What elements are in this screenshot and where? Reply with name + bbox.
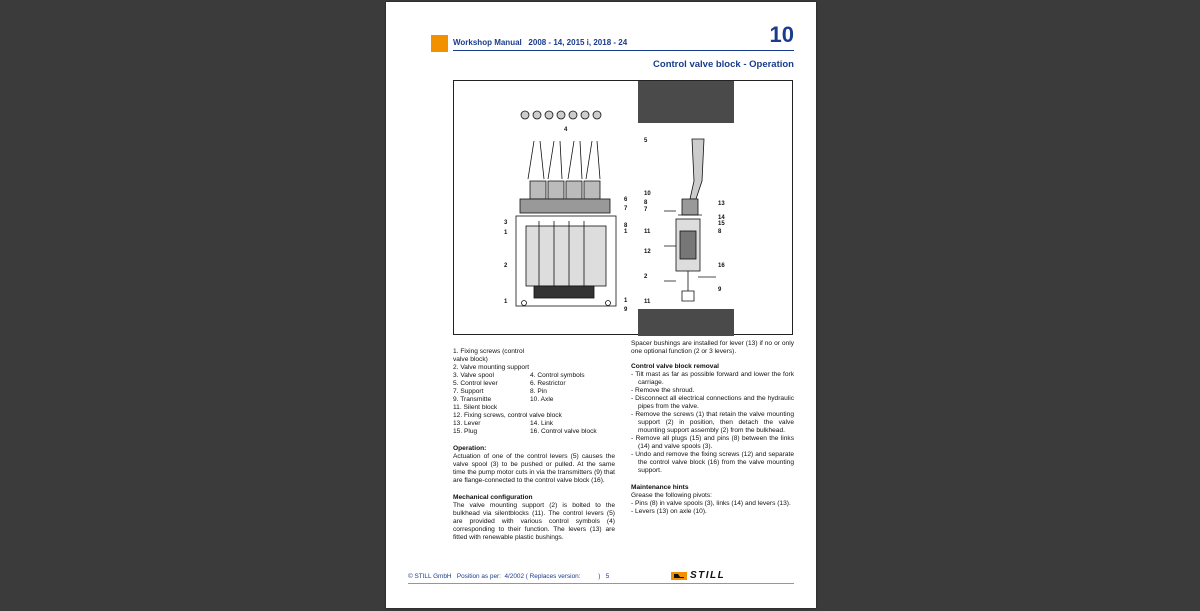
orange-square-marker — [431, 35, 448, 52]
removal-step: - Tilt mast as far as possible forward and lower the fork carriage. — [631, 371, 794, 386]
callout-label: 4 — [564, 127, 568, 133]
callout-label: 9 — [718, 287, 722, 293]
front-view — [516, 111, 616, 306]
callout-label: 9 — [624, 307, 628, 313]
legend-row: 3. Valve spool 4. Control symbols — [453, 372, 585, 379]
legend-row: 1. Fixing screws (control valve block) — [453, 348, 525, 363]
callout-label: 8 — [624, 223, 628, 229]
legend-row: 13. Lever 14. Link — [453, 420, 554, 427]
parts-legend — [453, 348, 615, 436]
right-column — [631, 340, 794, 516]
still-logo — [671, 570, 725, 581]
callout-label: 6 — [624, 197, 628, 203]
removal-step: - Disconnect all electrical connections and the hydraulic pipes from the valve. — [631, 395, 794, 410]
removal-heading: Control valve block removal — [631, 363, 719, 370]
mechanical-heading: Mechanical configuration — [453, 494, 533, 501]
callout-label: 1 — [624, 298, 628, 304]
callout-label: 1 — [504, 230, 508, 236]
callout-label: 14 — [718, 215, 725, 221]
footer-copyright: © STILL GmbH Position as per: 4/2002 ( Replaces version: ) 5 — [408, 573, 610, 580]
callout-label: 3 — [504, 220, 508, 226]
operation-heading: Operation: — [453, 445, 487, 452]
callout-label: 2 — [644, 274, 648, 280]
callout-label: 11 — [644, 299, 651, 305]
logo-text: STILL — [690, 570, 726, 581]
callout-label: 12 — [644, 249, 651, 255]
callout-label: 8 — [644, 200, 648, 206]
manual-page — [386, 2, 816, 608]
callout-label: 5 — [644, 138, 648, 144]
redaction-bar-bottom — [638, 309, 734, 336]
callout-label: 16 — [718, 263, 725, 269]
valve-block-drawing — [454, 81, 794, 336]
removal-step: - Remove the shroud. — [631, 387, 695, 394]
callout-label: 7 — [624, 206, 628, 212]
callout-label: 1 — [624, 229, 628, 235]
chapter-number: 10 — [769, 22, 794, 47]
legend-row: 5. Control lever 6. Restrictor — [453, 380, 566, 387]
legend-row: 15. Plug 16. Control valve block — [453, 428, 597, 435]
legend-row: 9. Transmitte 10. Axle — [453, 396, 554, 403]
forklift-icon — [671, 572, 687, 580]
callout-label: 1 — [504, 299, 508, 305]
footer-rule — [408, 583, 794, 584]
operation-text: Actuation of one of the control levers (5) causes the valve spool (3) to be pushed or pulled. At the same time the pump motor cuts in via the transmitters (9) that are flange-connected to the control valve block (16). — [453, 453, 615, 484]
legend-row: 2. Valve mounting support — [453, 364, 530, 371]
manual-title: Workshop Manual 2008 - 14, 2015 i, 2018 - 24 — [453, 38, 628, 47]
technical-drawing — [453, 80, 793, 335]
callout-label: 15 — [718, 221, 725, 227]
maintenance-step: - Pins (8) in valve spools (3), links (14) and levers (13). — [631, 500, 791, 507]
callout-label: 8 — [718, 229, 722, 235]
left-column — [453, 348, 615, 542]
legend-row: 11. Silent block — [453, 404, 498, 411]
maintenance-intro: Grease the following pivots: — [631, 492, 712, 499]
removal-step: - Remove the screws (1) that retain the valve mounting support (2) in position, then detach the valve mounting support assembly (2) from the bulkhead. — [631, 411, 794, 434]
callout-label: 10 — [644, 191, 651, 197]
callout-label: 13 — [718, 201, 725, 207]
callout-label: 2 — [504, 263, 508, 269]
section-title: Control valve block - Operation — [653, 59, 794, 70]
redaction-bar-top — [638, 81, 734, 123]
callout-label: 7 — [644, 207, 648, 213]
callout-label: 11 — [644, 229, 651, 235]
legend-row: 12. Fixing screws, control valve block — [453, 412, 562, 419]
control-symbols — [521, 111, 601, 119]
maintenance-heading: Maintenance hints — [631, 484, 689, 491]
maintenance-step: - Levers (13) on axle (10). — [631, 508, 707, 515]
removal-step: - Remove all plugs (15) and pins (8) between the links (14) and valve spools (3). — [631, 435, 794, 450]
header-rule — [453, 50, 794, 51]
spacer-note: Spacer bushings are installed for lever (13) if no or only one optional function (2 or 3 levers). — [631, 340, 794, 355]
mechanical-text: The valve mounting support (2) is bolted to the bulkhead via silentblocks (11). The control levers (5) are provided with various control symbols (4) corresponding to their function. The levers (13) are fitted with renewable plastic bushings. — [453, 502, 615, 541]
legend-row: 7. Support 8. Pin — [453, 388, 547, 395]
removal-step: - Undo and remove the fixing screws (12) and separate the control valve block (16) from the valve mounting support. — [631, 451, 794, 474]
side-view — [664, 139, 716, 301]
